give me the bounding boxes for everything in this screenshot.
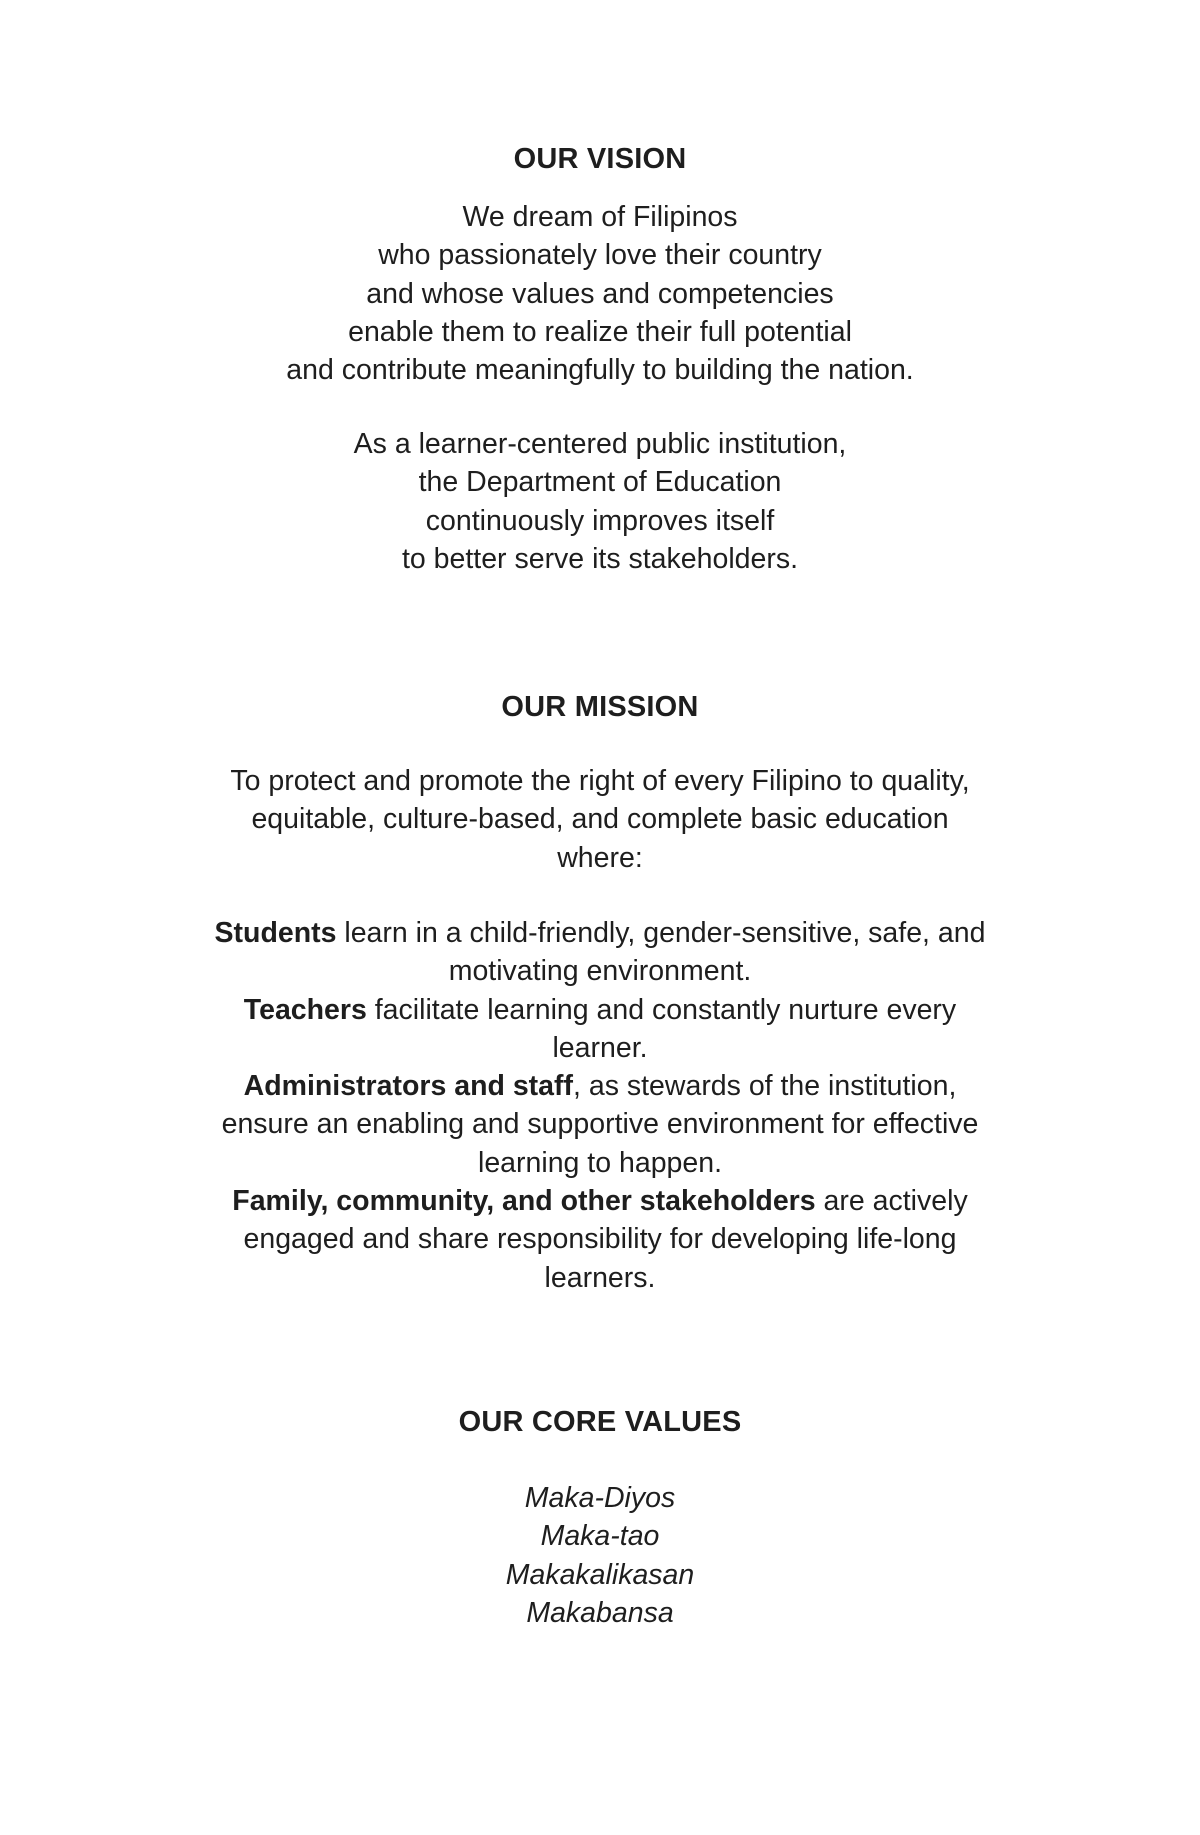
- mission-intro-line: To protect and promote the right of every Filipino to quality,: [230, 765, 970, 797]
- mission-item-students: [0, 914, 1200, 952]
- mission-intro: [0, 762, 1200, 877]
- mission-item-text: learners.: [544, 1261, 656, 1294]
- mission-item-administrators: [0, 1067, 1200, 1105]
- mission-item-text: ensure an enabling and supportive environment for effective: [221, 1108, 979, 1141]
- mission-item-teachers: [0, 991, 1200, 1029]
- vision-line: the Department of Education: [418, 466, 782, 499]
- mission-item-bold: Students: [214, 917, 337, 949]
- core-values-heading: OUR CORE VALUES: [458, 1406, 742, 1438]
- mission-item-text: facilitate learning and constantly nurture every: [366, 993, 957, 1026]
- vision-paragraph-1: [0, 198, 1200, 389]
- core-value-item: Maka-Diyos: [524, 1482, 676, 1514]
- vision-line: As a learner-centered public institution,: [353, 428, 847, 460]
- mission-intro-line: where:: [557, 841, 643, 874]
- mission-item-stakeholders: [0, 1182, 1200, 1220]
- vision-line: enable them to realize their full potential: [348, 315, 852, 348]
- vision-line: to better serve its stakeholders.: [401, 542, 799, 575]
- mission-item-bold: Teachers: [243, 993, 367, 1026]
- mission-item-text: motivating environment.: [448, 955, 752, 988]
- core-value-item: Makakalikasan: [505, 1558, 695, 1591]
- mission-items: [0, 914, 1200, 1297]
- mission-item-text: engaged and share responsibility for developing life-long: [243, 1223, 957, 1256]
- mission-heading: OUR MISSION: [501, 691, 699, 723]
- vision-line: and contribute meaningfully to building the nation.: [286, 354, 914, 387]
- vision-paragraph-2: [0, 425, 1200, 578]
- mission-item-text: learning to happen.: [477, 1146, 723, 1179]
- vision-line: who passionately love their country: [378, 239, 822, 272]
- vision-line: continuously improves itself: [425, 504, 775, 537]
- mission-item-text: are actively: [815, 1185, 968, 1218]
- mission-item-text: , as stewards of the institution,: [573, 1070, 957, 1103]
- core-value-item: Maka-tao: [540, 1520, 660, 1553]
- mission-intro-line: equitable, culture-based, and complete basic education: [251, 803, 949, 836]
- mission-item-text: learn in a child-friendly, gender-sensitive, safe, and: [336, 917, 986, 949]
- mission-item-bold: Family, community, and other stakeholders: [232, 1185, 816, 1218]
- vision-line: and whose values and competencies: [366, 277, 834, 310]
- mission-item-text: learner.: [552, 1031, 648, 1064]
- core-values-list: [0, 1479, 1200, 1632]
- vision-heading: OUR VISION: [513, 143, 687, 175]
- mission-item-bold: Administrators and staff: [243, 1070, 574, 1103]
- core-value-item: Makabansa: [526, 1596, 674, 1629]
- vision-line: We dream of Filipinos: [462, 201, 738, 233]
